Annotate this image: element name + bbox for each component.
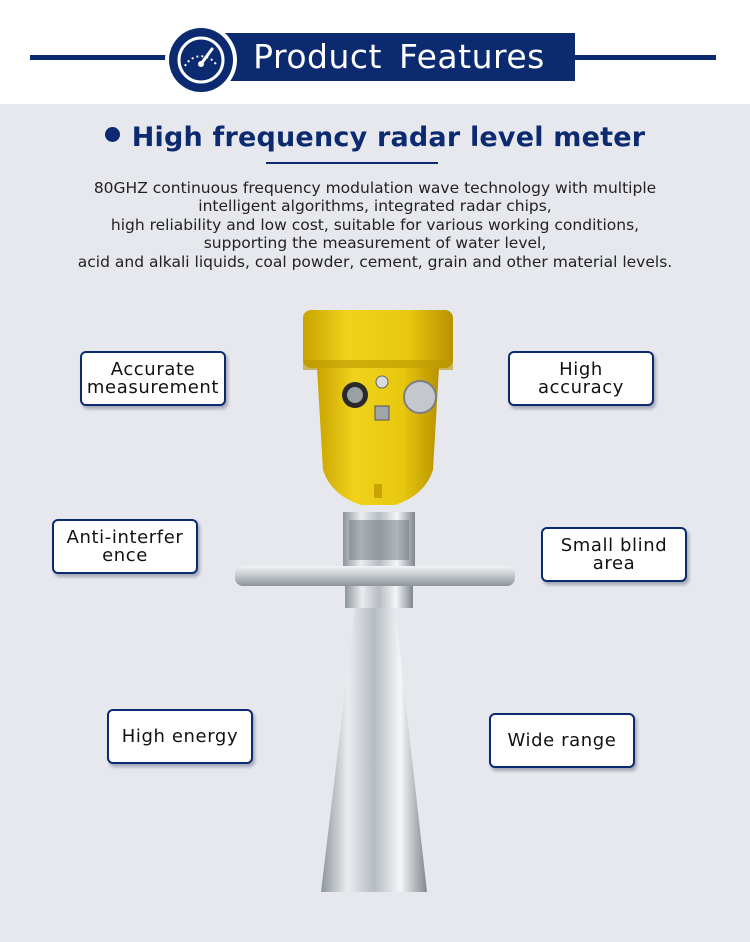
feature-anti-interference: Anti-interfer ence	[52, 519, 198, 574]
feature-high-accuracy: High accuracy	[508, 351, 654, 406]
feature-small-blind-area: Small blind area	[541, 527, 687, 582]
description-line: 80GHZ continuous frequency modulation wave technology with multiple	[93, 179, 657, 197]
feature-high-energy: High energy	[107, 709, 253, 764]
radar-level-meter-illustration	[225, 300, 525, 900]
header-rule-right	[572, 55, 716, 60]
gauge-icon	[163, 22, 239, 98]
headline-underline	[266, 162, 438, 164]
description-line: supporting the measurement of water level,	[203, 234, 547, 253]
feature-accurate-measurement: Accurate measurement	[80, 351, 226, 406]
description-line: intelligent algorithms, integrated radar chips,	[198, 197, 552, 216]
description-line: high reliability and low cost, suitable for various working conditions,	[110, 215, 640, 234]
header-bar	[0, 0, 750, 104]
page-title: Product Features	[203, 33, 575, 81]
description-line: acid and alkali liquids, coal powder, cement, grain and other material levels.	[77, 252, 673, 271]
section-headline: High frequency radar level meter	[0, 122, 750, 153]
product-description	[10, 179, 740, 271]
feature-wide-range: Wide range	[489, 713, 635, 768]
header-rule-left	[30, 55, 178, 60]
bullet-dot	[105, 127, 120, 142]
